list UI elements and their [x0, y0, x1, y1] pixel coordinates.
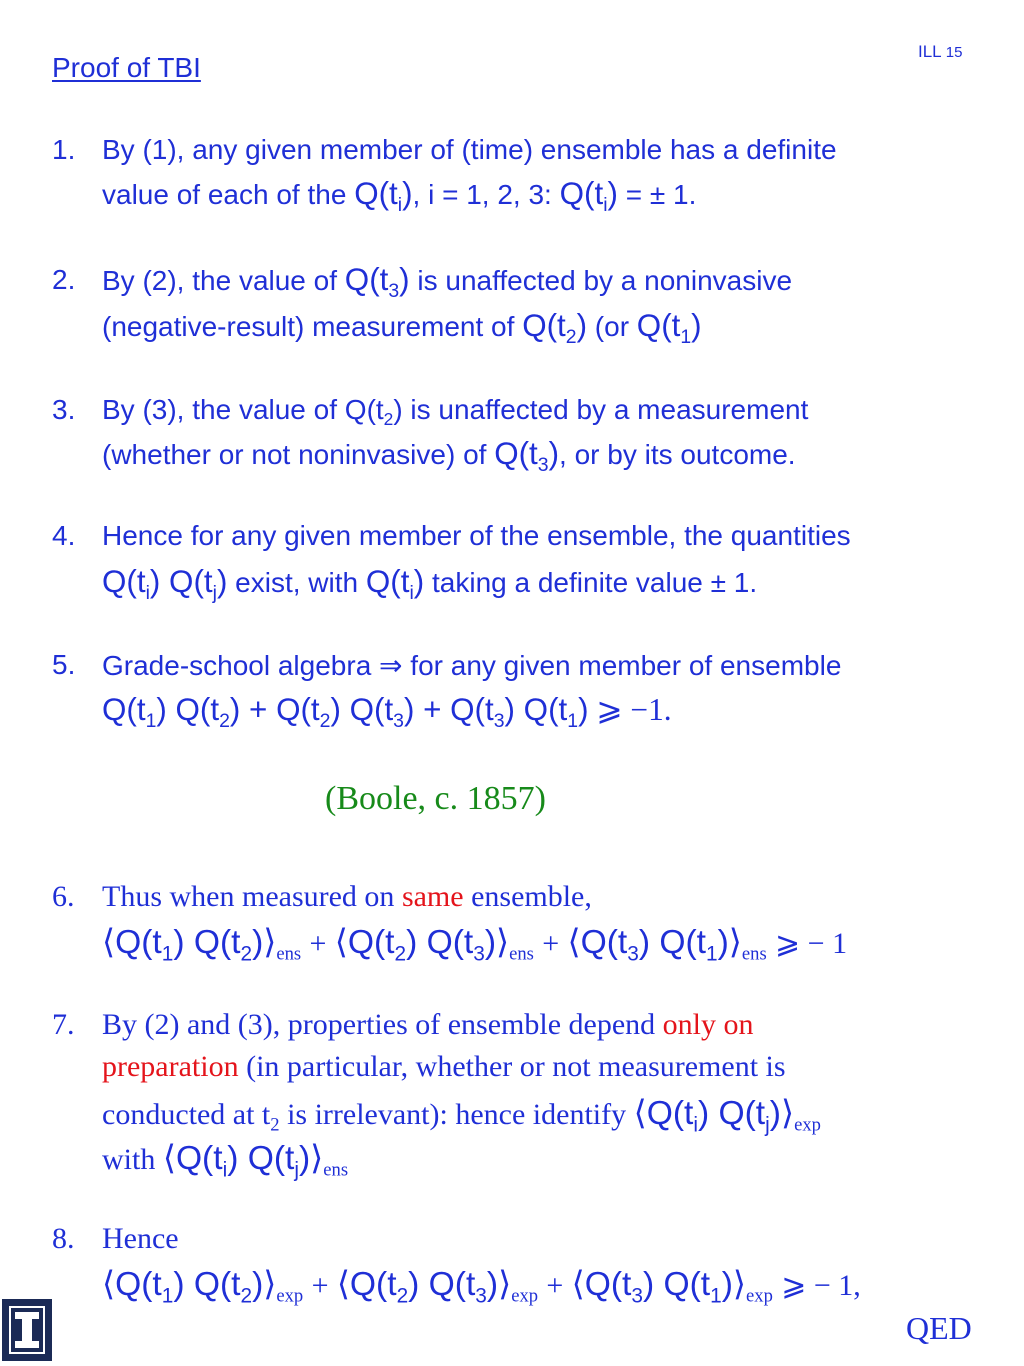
item-8-line-1: Hence [102, 1222, 179, 1255]
item-number-1: 1. [52, 134, 76, 165]
item-number-2: 2. [52, 264, 76, 295]
item-1-line-1: By (1), any given member of (time) ensemble has a definite [102, 134, 837, 165]
item-8-line-2: $⟨Q(t_1)$ $Q(t_2)⟩_{exp}$ + $⟨Q(t_2)$ $Q(t_3)⟩_{exp}$ + $⟨Q(t_3)$ $Q(t_1)⟩_{exp}$ ⩾ − 1, [102, 1266, 861, 1308]
item-number-6: 6. [52, 880, 75, 913]
item-3-line-1: By (3), the value of $Q(t_2)$ is unaffected by a measurement [102, 394, 809, 430]
item-2-line-1: By (2), the value of $Q(t_3)$ is unaffected by a noninvasive [102, 262, 793, 302]
page-title: Proof of TBI [52, 52, 201, 83]
block-i-icon [2, 1299, 52, 1361]
slide-number [918, 42, 962, 62]
item-7-line-2: preparation (in particular, whether or not measurement is [102, 1050, 786, 1083]
item-4-line-1: Hence for any given member of the ensemble, the quantities [102, 520, 851, 551]
university-logo [2, 1299, 52, 1361]
item-4-line-2: $Q(t_i)$ $Q(t_j)$ exist, with $Q(t_i)$ taking a definite value ± 1. [102, 564, 758, 604]
item-5-line-2: $Q(t_1) Q(t_2) + Q(t_2) Q(t_3) + Q(t_3)$ $Q(t_1)$ ⩾ −1. [102, 692, 672, 732]
item-number-8: 8. [52, 1222, 75, 1255]
qed-label: QED [906, 1310, 972, 1346]
item-number-7: 7. [52, 1008, 75, 1041]
item-7-line-4: with $⟨Q(t_i)$ $Q(t_j)⟩_{ens}$ [102, 1140, 349, 1182]
item-2-line-2: (negative-result) measurement of $Q(t_2)$ (or $Q(t_1)$ [102, 308, 702, 348]
item-6-line-1: Thus when measured on same ensemble, [102, 880, 592, 913]
item-6-line-2: $⟨Q(t_1)$ $Q(t_2)⟩_{ens}$ + $⟨Q(t_2)$ $Q(t_3)⟩_{ens}$ + $⟨Q(t_3)$ $Q(t_1)⟩_{ens}$ ⩾ − 1 [102, 924, 848, 966]
item-number-5: 5. [52, 649, 76, 680]
item-number-3: 3. [52, 394, 76, 425]
slide-number-value: 15 [945, 44, 963, 61]
item-7-line-1: By (2) and (3), properties of ensemble depend only on [102, 1008, 754, 1041]
boole-attribution: (Boole, c. 1857) [325, 780, 546, 817]
item-number-4: 4. [52, 520, 76, 551]
item-1-line-2: value of each of the $Q(t_i)$, i = 1, 2, 3: $Q(t_i)$ = ± 1. [102, 176, 697, 216]
item-5-line-1: Grade-school algebra ⇒ for any given member of ensemble [102, 650, 842, 681]
item-7-line-3: conducted at $t_2$ is irrelevant): hence identify $⟨Q(t_i)$ $Q(t_j)⟩_{exp}$ [102, 1095, 821, 1137]
item-3-line-2: (whether or not noninvasive) of $Q(t_3)$, or by its outcome. [102, 436, 796, 476]
slide-label: ILL [918, 42, 942, 61]
